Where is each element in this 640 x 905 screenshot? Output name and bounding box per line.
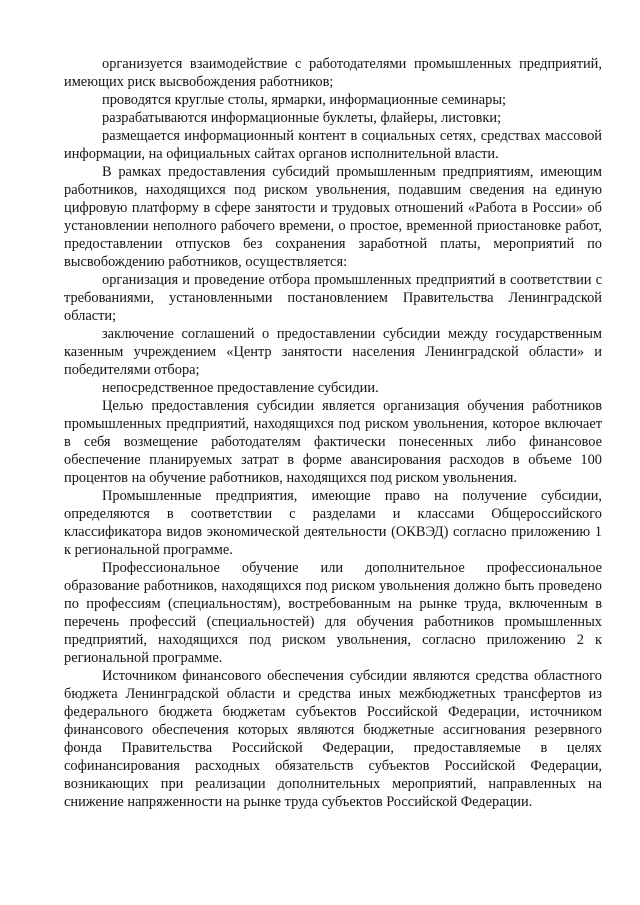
- paragraph-round-tables: проводятся круглые столы, ярмарки, информационные семинары;: [102, 92, 507, 108]
- paragraph-professional-training: Профессиональное обучение или дополнительное профессиональное образование работников, находящихся под риском увольнения должно быть проведено по профессиям (специальностям), востребованным на рынке труда, включенным в перечень профессий (специальностей) для обучения работников промышленных предприятий, находящихся под риском увольнения, согласно приложению 2 к региональной программе.: [64, 560, 602, 666]
- paragraph-info-content: размещается информационный контент в социальных сетях, средствах массовой информации, на официальных сайтах органов исполнительной власти.: [64, 128, 602, 162]
- paragraph-employer-interaction: организуется взаимодействие с работодателями промышленных предприятий, имеющих риск высвобождения работников;: [64, 56, 602, 90]
- paragraph-booklets: разрабатываются информационные буклеты, флайеры, листовки;: [102, 110, 502, 126]
- paragraph-selection: организация и проведение отбора промышленных предприятий в соответствии с требованиями, установленными постановлением Правительства Ленинградской области;: [64, 272, 602, 324]
- paragraph-subsidy-framework: В рамках предоставления субсидий промышленным предприятиям, имеющим работников, находящихся под риском увольнения, подавшим сведения на единую цифровую платформу в сфере занятости и трудовых отношений «Работа в России» об установлении неполного рабочего времени, о простое, временной приостановке работ, предоставлении отпусков без сохранения заработной платы, мероприятий по высвобождению работников, осуществляется:: [64, 164, 602, 270]
- paragraph-subsidy-goal: Целью предоставления субсидии является организация обучения работников промышленных предприятий, находящихся под риском увольнения, которое включает в себя возмещение работодателям фактически понесенных либо финансовое обеспечение планируемых затрат в форме авансирования расходов в объеме 100 процентов на обучение работников, находящихся под риском увольнения.: [64, 398, 602, 486]
- paragraph-eligible-enterprises: Промышленные предприятия, имеющие право на получение субсидии, определяются в соответствии с разделами и классами Общероссийского классификатора видов экономической деятельности (ОКВЭД) согласно приложению 1 к региональной программе.: [64, 488, 602, 558]
- paragraph-direct-subsidy: непосредственное предоставление субсидии.: [102, 380, 379, 396]
- paragraph-funding-source: Источником финансового обеспечения субсидии являются средства областного бюджета Ленинградской области и средства иных межбюджетных трансфертов из федерального бюджета бюджетам субъектов Российской Федерации, источником финансового обеспечения которых являются бюджетные ассигнования резервного фонда Правительства Российской Федерации, предоставляемые в целях софинансирования расходных обязательств субъектов Российской Федерации, возникающих при реализации дополнительных мероприятий, направленных на снижение напряженности на рынке труда субъектов Российской Федерации.: [64, 668, 602, 810]
- paragraph-agreements: заключение соглашений о предоставлении субсидии между государственным казенным учреждением «Центр занятости населения Ленинградской области» и победителями отбора;: [64, 326, 602, 378]
